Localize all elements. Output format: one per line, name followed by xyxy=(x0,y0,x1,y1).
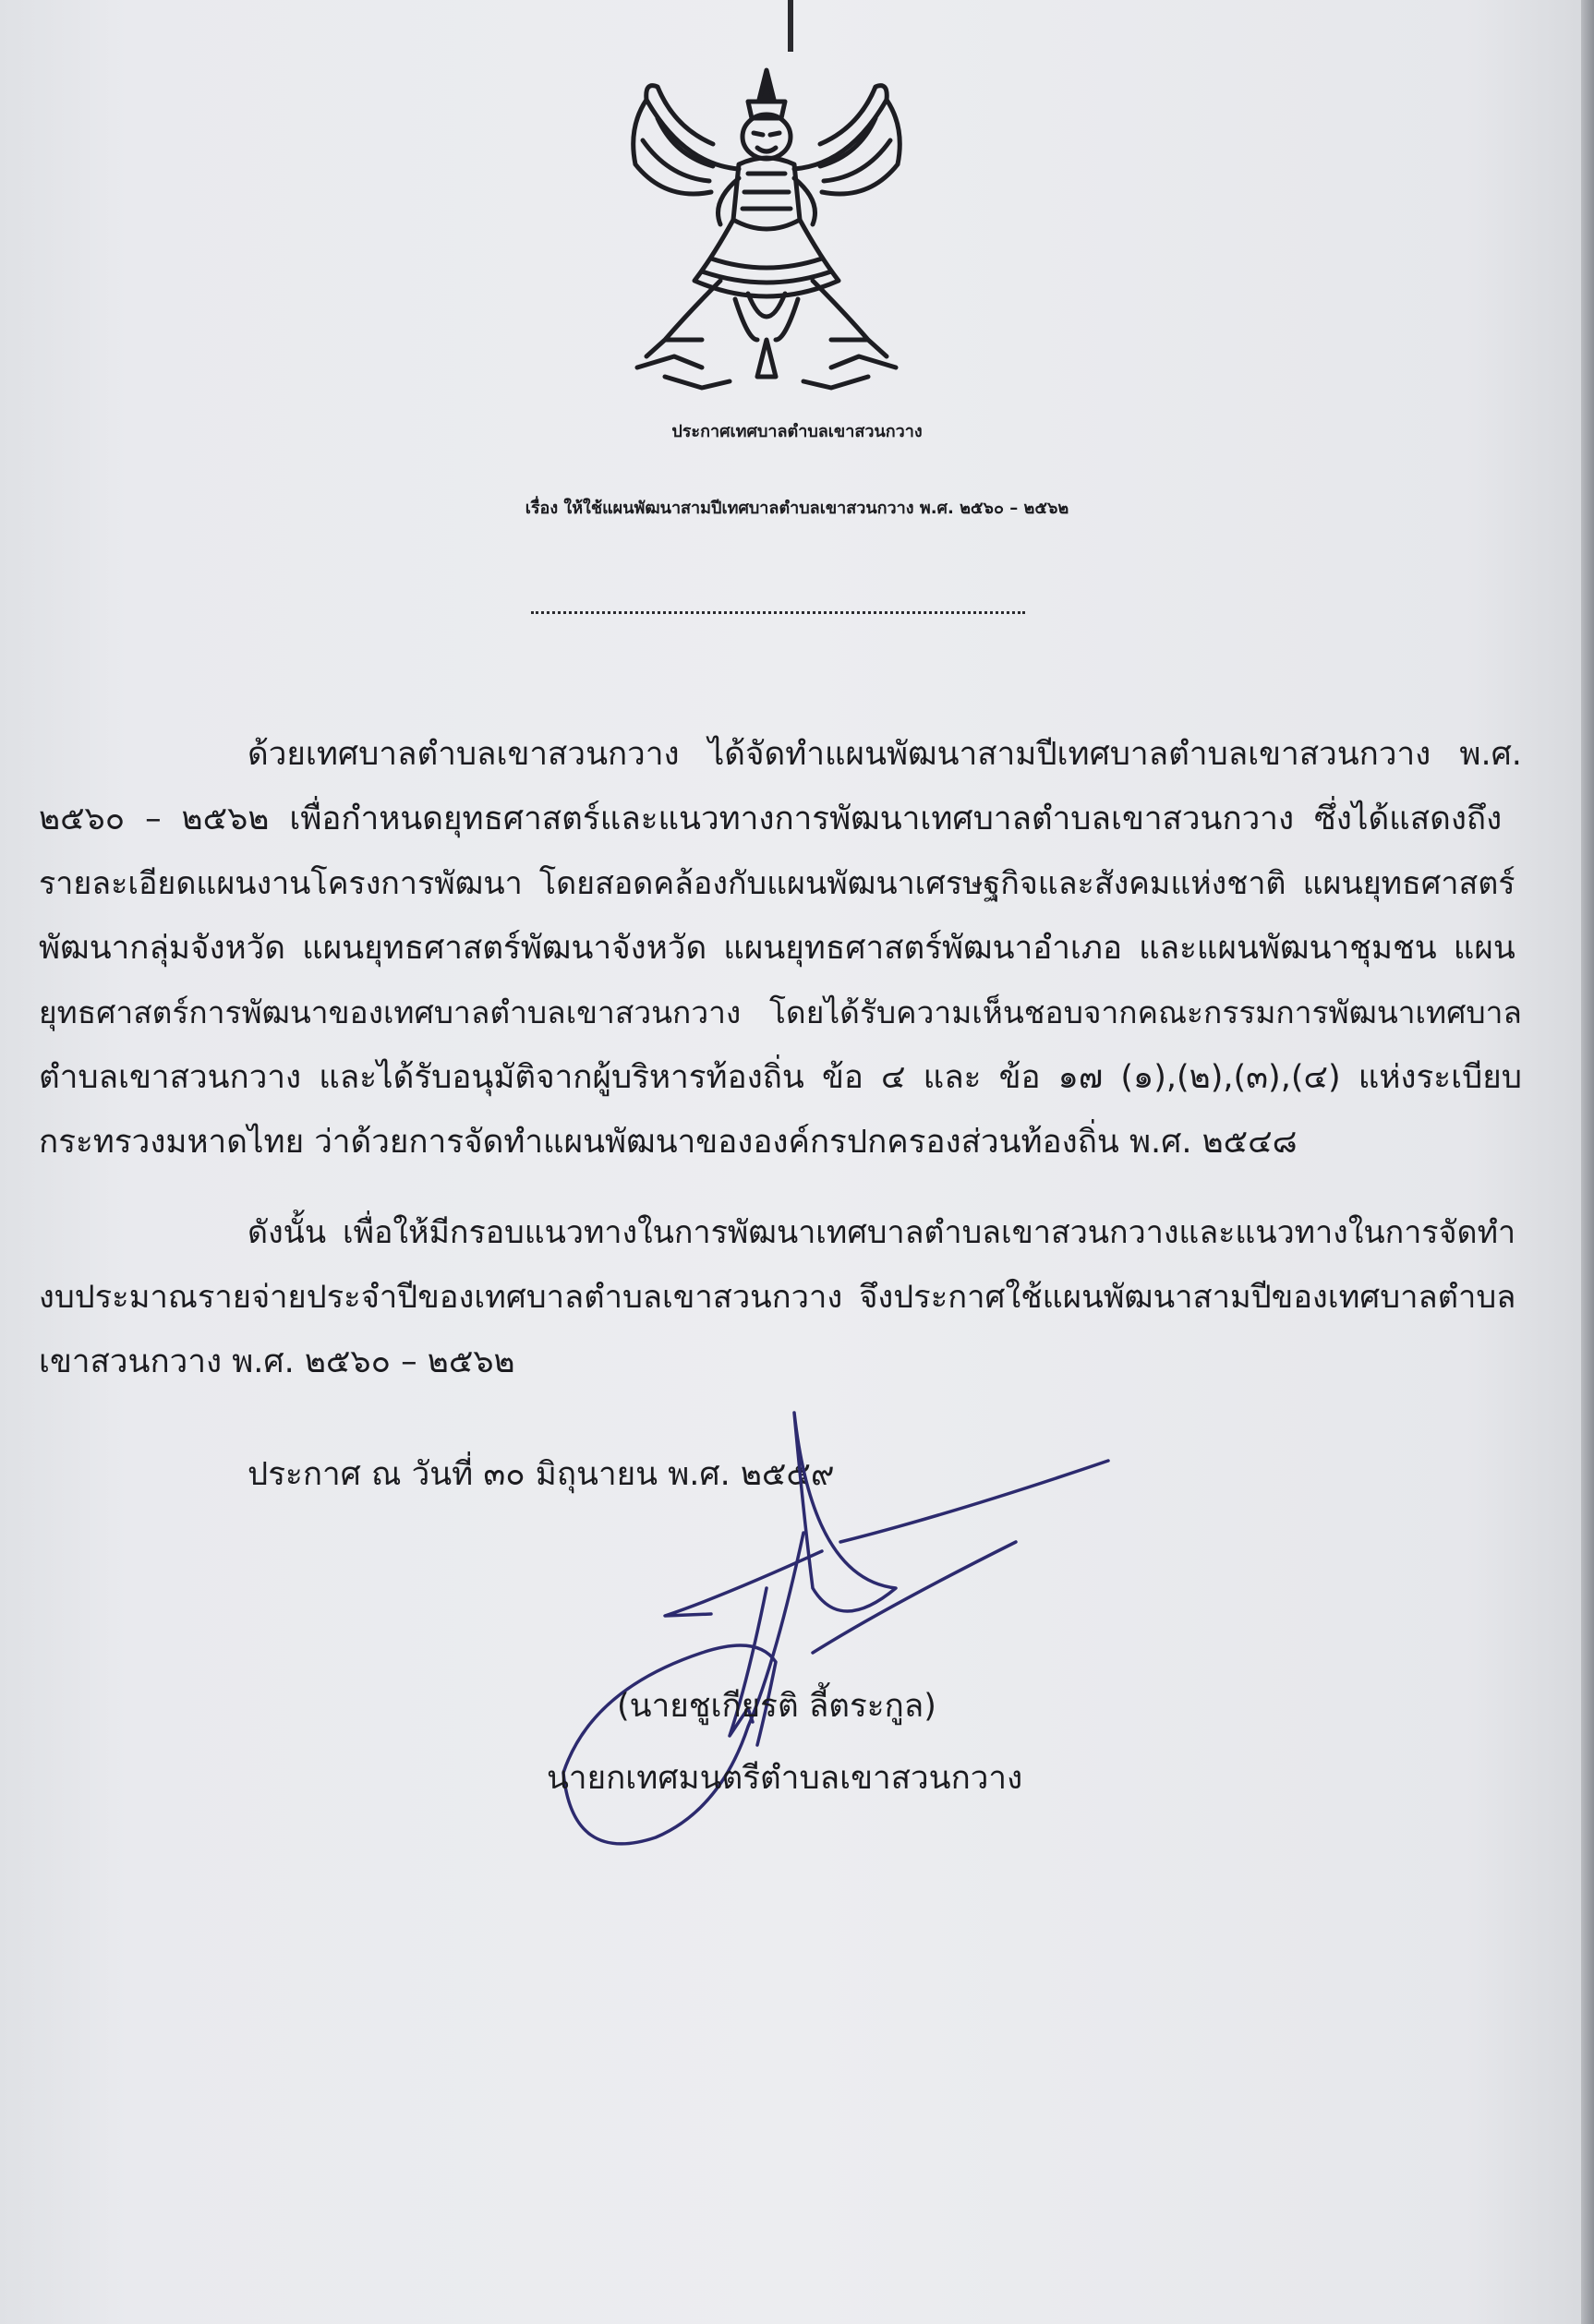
paragraph-2-line-2: งบประมาณรายจ่ายประจำปีของเทศบาลตำบลเขาสวนกวาง จึงประกาศใช้แผนพัฒนาสามปีของเทศบาลตำบล xyxy=(39,1279,1516,1316)
garuda-emblem-icon xyxy=(610,63,924,404)
paragraph-1-line-3: รายละเอียดแผนงานโครงการพัฒนา โดยสอดคล้องกับแผนพัฒนาเศรษฐกิจและสังคมแห่งชาติ แผนยุทธศาสตร์ xyxy=(39,865,1516,902)
announcement-subject: เรื่อง ให้ใช้แผนพัฒนาสามปีเทศบาลตำบลเขาสวนกวาง พ.ศ. ๒๕๖๐ – ๒๕๖๒ xyxy=(525,499,1069,518)
paragraph-2-line-3: เขาสวนกวาง พ.ศ. ๒๕๖๐ – ๒๕๖๒ xyxy=(39,1343,515,1380)
announcement-date: ประกาศ ณ วันที่ ๓๐ มิถุนายน พ.ศ. ๒๕๕๙ xyxy=(248,1456,835,1493)
paragraph-1-line-4: พัฒนากลุ่มจังหวัด แผนยุทธศาสตร์พัฒนาจังหวัด แผนยุทธศาสตร์พัฒนาอำเภอ และแผนพัฒนาชุมชน แผน xyxy=(39,930,1516,967)
paragraph-1-line-2: ๒๕๖๐ – ๒๕๖๒ เพื่อกำหนดยุทธศาสตร์และแนวทางการพัฒนาเทศบาลตำบลเขาสวนกวาง ซึ่งได้แสดงถึง xyxy=(39,801,1503,837)
signatory-position: นายกเทศมนตรีตำบลเขาสวนกวาง xyxy=(547,1760,1023,1797)
announcement-title: ประกาศเทศบาลตำบลเขาสวนกวาง xyxy=(671,422,923,441)
paragraph-1-line-1: ด้วยเทศบาลตำบลเขาสวนกวาง ได้จัดทำแผนพัฒนาสามปีเทศบาลตำบลเขาสวนกวาง พ.ศ. xyxy=(248,736,1522,773)
signatory-name: (นายชูเกียรติ ลี้ตระกูล) xyxy=(617,1688,936,1725)
dotted-separator xyxy=(531,611,1025,614)
paragraph-2-line-1: ดังนั้น เพื่อให้มีกรอบแนวทางในการพัฒนาเทศบาลตำบลเขาสวนกวางและแนวทางในการจัดทำ xyxy=(248,1214,1516,1251)
paragraph-1-line-6: ตำบลเขาสวนกวาง และได้รับอนุมัติจากผู้บริหารท้องถิ่น ข้อ ๔ และ ข้อ ๑๗ (๑),(๒),(๓),(๔) แห่งระเบียบ xyxy=(39,1059,1522,1096)
binding-mark xyxy=(788,0,793,52)
paragraph-1-line-5: ยุทธศาสตร์การพัฒนาของเทศบาลตำบลเขาสวนกวาง โดยได้รับความเห็นชอบจากคณะกรรมการพัฒนาเทศบาล xyxy=(39,994,1522,1030)
page-edge xyxy=(1581,0,1594,2324)
paragraph-1-line-7: กระทรวงมหาดไทย ว่าด้วยการจัดทำแผนพัฒนาขององค์กรปกครองส่วนท้องถิ่น พ.ศ. ๒๕๔๘ xyxy=(39,1124,1298,1161)
